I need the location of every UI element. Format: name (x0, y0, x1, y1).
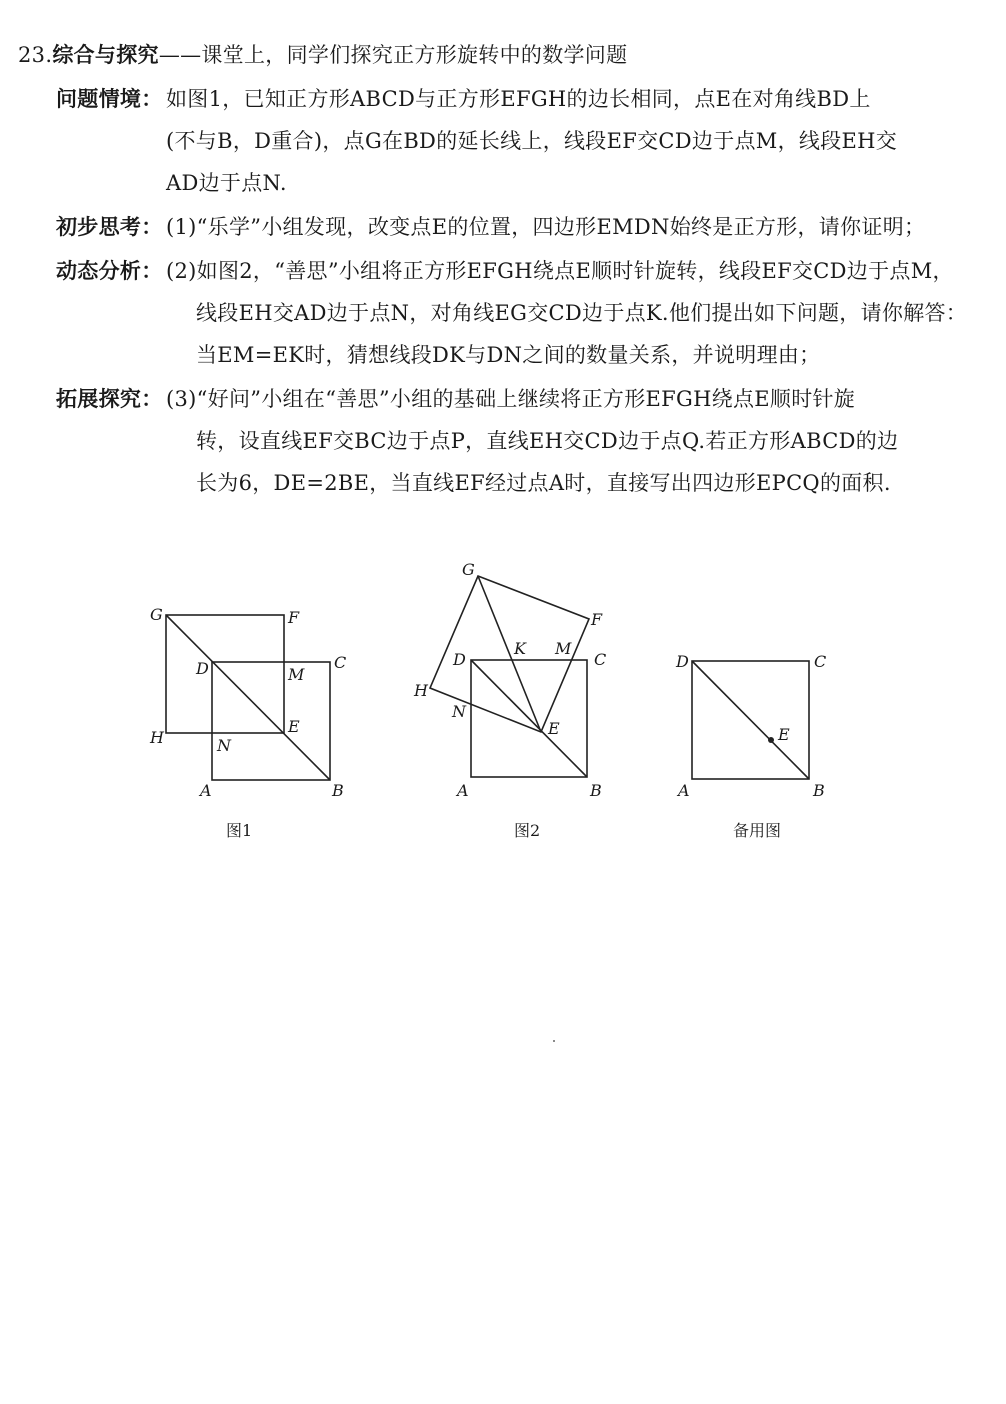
situation-line-3: AD边于点N. (166, 171, 287, 195)
fig1-label-g: G (150, 605, 163, 624)
fig1-label-n: N (217, 736, 231, 755)
part3-label: 拓展探究： (56, 386, 163, 411)
situation-line-1: 如图1，已知正方形ABCD与正方形EFGH的边长相同，点E在对角线BD上 (166, 87, 871, 111)
part2-line-2: 线段EH交AD边于点N，对角线EG交CD边于点K.他们提出如下问题，请你解答： (196, 301, 968, 325)
figure-1-caption: 图1 (226, 821, 253, 840)
figure-backup-caption: 备用图 (733, 821, 782, 840)
fig3-label-e: E (778, 725, 790, 744)
fig2-label-k: K (514, 639, 526, 658)
fig1-label-c: C (334, 653, 347, 672)
situation-line-2: (不与B，D重合)，点G在BD的延长线上，线段EF交CD边于点M，线段EH交 (166, 129, 898, 153)
fig1-label-f: F (288, 608, 300, 627)
fig2-label-c: C (594, 650, 607, 669)
fig1-label-e: E (288, 717, 300, 736)
part2-label: 动态分析： (56, 258, 163, 283)
fig3-point-e (768, 737, 774, 743)
fig2-label-b: B (590, 781, 602, 800)
part2-line-3: 当EM=EK时，猜想线段DK与DN之间的数量关系，并说明理由； (196, 343, 821, 367)
fig3-diagonal-db (692, 661, 809, 779)
question-subtitle: ——课堂上，同学们探究正方形旋转中的数学问题 (158, 43, 628, 67)
part1-label: 初步思考： (56, 214, 163, 239)
fig1-label-a: A (200, 781, 212, 800)
fig2-label-e: E (548, 719, 560, 738)
part2-line-1: (2)如图2，“善思”小组将正方形EFGH绕点E顺时针旋转，线段EF交CD边于点M， (166, 259, 954, 283)
fig1-label-b: B (332, 781, 344, 800)
part3-line-2: 转，设直线EF交BC边于点P，直线EH交CD边于点Q.若正方形ABCD的边 (196, 429, 899, 453)
fig2-label-h: H (414, 681, 428, 700)
part1-text: (1)“乐学”小组发现，改变点E的位置，四边形EMDN始终是正方形，请你证明； (166, 215, 926, 239)
fig2-label-g: G (462, 560, 475, 579)
question-title: 综合与探究 (52, 42, 159, 67)
fig3-label-d: D (676, 652, 689, 671)
situation-label: 问题情境： (56, 86, 163, 111)
fig2-label-d: D (453, 650, 466, 669)
fig3-label-b: B (813, 781, 825, 800)
figure-2-caption: 图2 (514, 821, 541, 840)
fig1-label-m: M (288, 665, 305, 684)
fig3-label-c: C (814, 652, 827, 671)
fig1-label-h: H (150, 728, 164, 747)
part3-line-1: (3)“好问”小组在“善思”小组的基础上继续将正方形EFGH绕点E顺时针旋 (166, 387, 856, 411)
fig2-label-m: M (555, 639, 572, 658)
fig3-label-a: A (678, 781, 690, 800)
fig2-label-f: F (591, 610, 603, 629)
fig2-label-n: N (452, 702, 466, 721)
fig1-label-d: D (196, 659, 209, 678)
speck-mark (553, 1040, 555, 1042)
question-number: 23. (18, 43, 53, 67)
part3-line-3: 长为6，DE=2BE，当直线EF经过点A时，直接写出四边形EPCQ的面积. (196, 471, 891, 495)
fig2-label-a: A (457, 781, 469, 800)
